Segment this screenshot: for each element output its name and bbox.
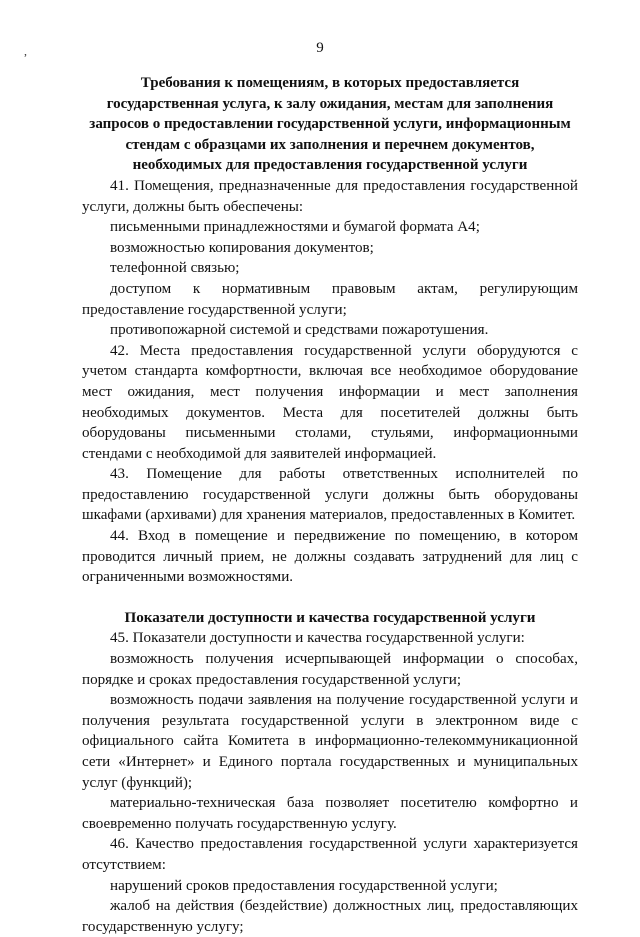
paragraph-43: 43. Помещение для работы ответственных исполнителей по предоставлению государственной услуги должны быть оборудованы шкафами (архивами) для хранения материалов, предоставленных в Комитет. — [82, 466, 578, 524]
section-heading-accessibility: Показатели доступности и качества государственной услуги — [124, 609, 536, 626]
list-item: материально-техническая база позволяет посетителю комфортно и своевременно получать государственную услугу. — [82, 795, 578, 832]
document-body — [82, 73, 578, 937]
paragraph-41: 41. Помещения, предназначенные для предоставления государственной услуги, должны быть обеспечены: — [82, 177, 578, 215]
list-item: жалоб на действия (бездействие) должностных лиц, предоставляющих государственную услугу; — [82, 898, 578, 935]
paragraph-45: 45. Показатели доступности и качества государственной услуги: — [110, 630, 525, 647]
margin-mark: , — [24, 44, 27, 58]
list-item: противопожарной системой и средствами пожаротушения. — [110, 322, 489, 339]
list-item: возможность получения исчерпывающей информации о способах, порядке и сроках предоставления государственной услуги; — [82, 651, 578, 688]
paragraph-44: 44. Вход в помещение и передвижение по помещению, в котором проводится личный прием, не должны создавать затруднений для лиц с ограниченными возможностями. — [82, 528, 578, 586]
paragraph-42: 42. Места предоставления государственной услуги оборудуются с учетом стандарта комфортности, включая все необходимое оборудование мест ожидания, мест получения информации и мест заполнения необходимых документов. Места для посетителей должны быть оборудованы письменными столами, стульями, информационными стендами с необходимой для заявителей информацией. — [82, 342, 578, 462]
list-item: нарушений сроков предоставления государственной услуги; — [110, 877, 498, 894]
list-item: письменными принадлежностями и бумагой формата А4; — [110, 219, 480, 236]
page-number: 9 — [316, 40, 324, 56]
list-item: возможностью копирования документов; — [110, 239, 374, 256]
list-item: телефонной связью; — [110, 260, 240, 277]
section-heading-premises: Требования к помещениям, в которых предоставляется государственная услуга, к залу ожидания, местам для заполнения запросов о предоставлении государственной услуги, информационным стендам с образцами их заполнения и перечнем документов, необходимых для предоставления государственной услуги — [89, 75, 571, 174]
list-item: возможность подачи заявления на получение государственной услуги и получения результата государственной услуги в электронном виде с официального сайта Комитета в информационно-телекоммуникационной сети «Интернет» и Единого портала государственных и муниципальных услуг (функций); — [82, 692, 578, 791]
list-item: доступом к нормативным правовым актам, регулирующим предоставление государственной услуги; — [82, 280, 578, 318]
paragraph-46: 46. Качество предоставления государственной услуги характеризуется отсутствием: — [82, 836, 578, 873]
